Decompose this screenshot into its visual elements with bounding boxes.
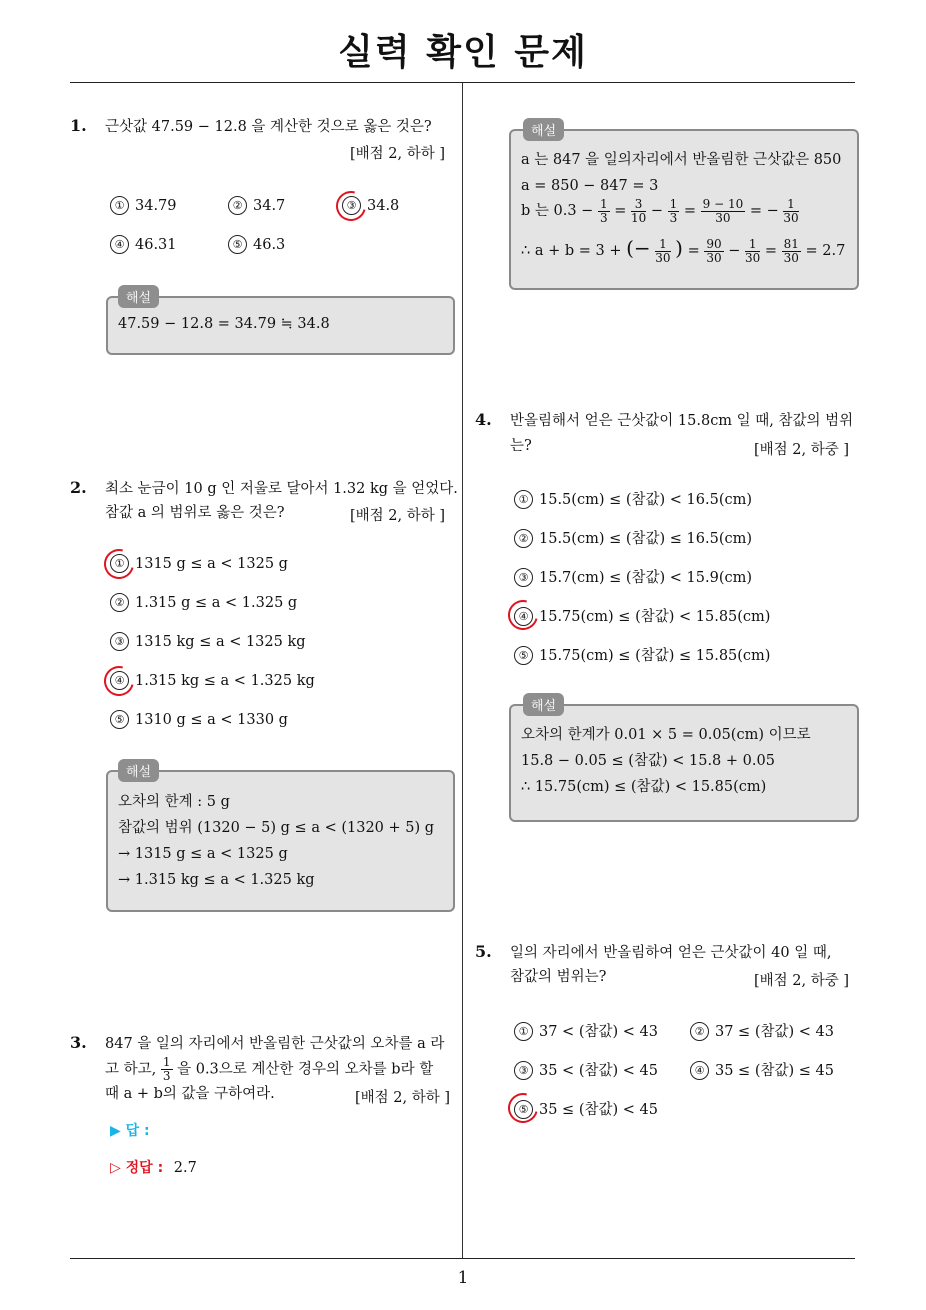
option-mark: ② — [690, 1022, 709, 1041]
option-text: 1.315 g ≤ a < 1.325 g — [135, 595, 298, 611]
selected-answer-circle-icon — [503, 1088, 544, 1129]
q1-solution-tag: 해설 — [118, 285, 159, 308]
q4-text-line2: 는? — [510, 438, 532, 454]
q5-option-4[interactable] — [690, 1059, 834, 1080]
q3-solution-line2: a = 850 − 847 = 3 — [521, 178, 659, 194]
page-title: 실력 확인 문제 — [338, 32, 588, 73]
option-mark: ③ — [514, 1061, 533, 1080]
q2-option-2[interactable] — [110, 593, 297, 612]
selected-answer-circle-icon — [99, 661, 140, 702]
q1-solution-line: 47.59 − 12.8 = 34.79 ≒ 34.8 — [118, 316, 330, 332]
q2-solution-tag: 해설 — [118, 759, 159, 782]
q1-text: 근삿값 47.59 − 12.8 을 계산한 것으로 옳은 것은? — [105, 119, 432, 135]
q5-text-line1: 일의 자리에서 반올림하여 얻은 근삿값이 40 일 때, — [510, 945, 832, 961]
q2-text-line2: 참값 a 의 범위로 옳은 것은? — [105, 505, 285, 521]
q4-solution-line1: 오차의 한계가 0.01 × 5 = 0.05(cm) 이므로 — [521, 727, 811, 743]
q3-solution-line3: b 는 0.3 − $\frac{1}{3}$ = $\frac{3}{10}$ − $\frac{1}{3}$ = $\frac{9 - 10}{30}$ = − $\frac{1}{30}$ — [521, 196, 799, 225]
option-text: 1315 g ≤ a < 1325 g — [135, 556, 288, 572]
q1-option-1[interactable] — [110, 196, 177, 215]
q3-number: 3. — [70, 1033, 87, 1052]
q4-option-2[interactable] — [514, 527, 752, 548]
q2-solution-line4: → 1.315 kg ≤ a < 1.325 kg — [118, 872, 315, 888]
option-text: 37 < (참값) < 43 — [539, 1024, 658, 1040]
option-text: 37 ≤ (참값) < 43 — [715, 1024, 834, 1040]
q2-number: 2. — [70, 478, 87, 497]
q5-number: 5. — [475, 942, 492, 961]
option-text: 46.3 — [253, 237, 286, 253]
option-mark: ① — [110, 554, 129, 573]
option-mark: ② — [228, 196, 247, 215]
q3-answer-input[interactable]: ▶ 답 : — [110, 1123, 150, 1139]
option-mark: ④ — [110, 235, 129, 254]
option-mark: ③ — [110, 632, 129, 651]
q2-meta: [배점 2, 하하 ] — [350, 508, 446, 524]
option-text: 1310 g ≤ a < 1330 g — [135, 712, 288, 728]
column-divider — [462, 83, 463, 1258]
selected-answer-circle-icon — [331, 186, 372, 227]
q5-option-2[interactable] — [690, 1020, 834, 1041]
option-mark: ⑤ — [110, 710, 129, 729]
q1-number: 1. — [70, 116, 87, 135]
footer-rule — [70, 1258, 855, 1259]
correct-value: 2.7 — [173, 1160, 197, 1176]
q2-text-line1: 최소 눈금이 10 g 인 저울로 달아서 1.32 kg 을 얻었다. — [105, 481, 458, 497]
option-mark: ③ — [342, 196, 361, 215]
option-text: 35 < (참값) < 45 — [539, 1063, 658, 1079]
q3-fraction: $\frac{1}{3}$ — [162, 1055, 171, 1083]
option-mark: ⑤ — [514, 1100, 533, 1119]
option-text: 15.7(cm) ≤ (참값) < 15.9(cm) — [539, 570, 753, 586]
q4-solution-line3: ∴ 15.75(cm) ≤ (참값) < 15.85(cm) — [521, 779, 767, 795]
q5-meta: [배점 2, 하중 ] — [754, 973, 850, 989]
q4-text-line1: 반올림해서 얻은 근삿값이 15.8cm 일 때, 참값의 범위 — [510, 413, 854, 429]
q3-solution-tag: 해설 — [523, 118, 564, 141]
q2-option-5[interactable] — [110, 710, 288, 729]
q1-meta: [배점 2, 하하 ] — [350, 146, 446, 162]
option-text: 1315 kg ≤ a < 1325 kg — [135, 634, 306, 650]
option-text: 34.8 — [367, 198, 400, 214]
q2-option-4[interactable] — [110, 671, 315, 690]
option-text: 34.7 — [253, 198, 286, 214]
option-text: 34.79 — [135, 198, 177, 214]
q3-text-line2b: 을 0.3으로 계산한 경우의 오차를 b라 할 — [177, 1061, 434, 1078]
q4-option-4[interactable] — [514, 605, 770, 626]
option-text: 15.5(cm) ≤ (참값) ≤ 16.5(cm) — [539, 531, 753, 547]
option-text: 15.75(cm) ≤ (참값) < 15.85(cm) — [539, 609, 771, 625]
option-mark: ① — [514, 490, 533, 509]
correct-label: ▷ 정답 : — [110, 1160, 164, 1176]
option-mark: ④ — [690, 1061, 709, 1080]
option-mark: ⑤ — [514, 646, 533, 665]
page-number: 1 — [457, 1268, 469, 1288]
q5-option-1[interactable] — [514, 1020, 658, 1041]
q4-solution-tag: 해설 — [523, 693, 564, 716]
option-text: 46.31 — [135, 237, 177, 253]
q3-solution-line1: a 는 847 을 일의자리에서 반올림한 근삿값은 850 — [521, 152, 842, 168]
option-mark: ④ — [514, 607, 533, 626]
q3-meta: [배점 2, 하하 ] — [355, 1090, 451, 1106]
q3-text-line3: 때 a + b의 값을 구하여라. — [105, 1086, 275, 1102]
q2-option-3[interactable] — [110, 632, 306, 651]
q2-solution-line1: 오차의 한계 : 5 g — [118, 794, 230, 810]
selected-answer-circle-icon — [503, 595, 544, 636]
q1-option-2[interactable] — [228, 196, 285, 215]
q3-text-line2a: 고 하고, — [105, 1061, 157, 1078]
q1-option-4[interactable] — [110, 235, 177, 254]
option-mark: ⑤ — [228, 235, 247, 254]
q3-correct-answer — [110, 1157, 197, 1177]
option-mark: ① — [514, 1022, 533, 1041]
q2-solution-line3: → 1315 g ≤ a < 1325 g — [118, 846, 288, 862]
q4-solution-line2: 15.8 − 0.05 ≤ (참값) < 15.8 + 0.05 — [521, 753, 775, 769]
q4-option-3[interactable] — [514, 566, 752, 587]
q2-solution-line2: 참값의 범위 (1320 − 5) g ≤ a < (1320 + 5) g — [118, 820, 435, 836]
q4-number: 4. — [475, 410, 492, 429]
option-text: 35 ≤ (참값) < 45 — [539, 1102, 658, 1118]
option-text: 15.5(cm) ≤ (참값) < 16.5(cm) — [539, 492, 753, 508]
option-text: 35 ≤ (참값) ≤ 45 — [715, 1063, 834, 1079]
option-mark: ③ — [514, 568, 533, 587]
q4-option-1[interactable] — [514, 488, 752, 509]
option-mark: ② — [110, 593, 129, 612]
q2-option-1[interactable] — [110, 554, 288, 573]
q5-option-3[interactable] — [514, 1059, 658, 1080]
q1-option-5[interactable] — [228, 235, 285, 254]
q4-option-5[interactable] — [514, 644, 770, 665]
option-text: 1.315 kg ≤ a < 1.325 kg — [135, 673, 315, 689]
option-mark: ② — [514, 529, 533, 548]
q3-text-line1: 847 을 일의 자리에서 반올림한 근삿값의 오차를 a 라 — [105, 1036, 445, 1052]
q5-text-line2: 참값의 범위는? — [510, 969, 607, 985]
q3-text-line2 — [105, 1056, 433, 1083]
option-mark: ④ — [110, 671, 129, 690]
option-text: 15.75(cm) ≤ (참값) ≤ 15.85(cm) — [539, 648, 771, 664]
option-mark: ① — [110, 196, 129, 215]
selected-answer-circle-icon — [99, 544, 140, 585]
q4-meta: [배점 2, 하중 ] — [754, 442, 850, 458]
q3-solution-line4: ∴ a + b = 3 + (− $\frac{1}{30}$ ) = $\frac{90}{30}$ − $\frac{1}{30}$ = $\frac{81}{30}$ = 2.7 — [521, 236, 846, 265]
